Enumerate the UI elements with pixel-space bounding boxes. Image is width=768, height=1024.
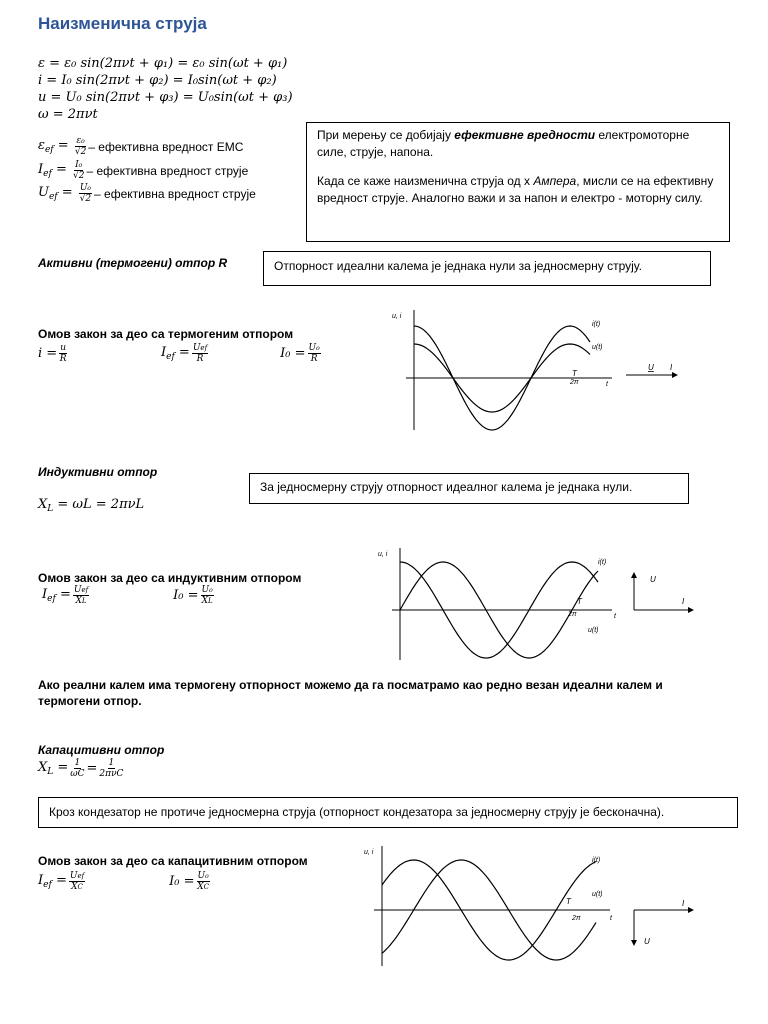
active-resistance-note: Отпорност идеални калема је једнака нули за једносмерну струју. [263, 251, 711, 286]
ohm-resistive-formulas: i = $\frac{u}{R}$ $I_{ef}$ = $\frac{\text{Uef}}{R}$ I₀ = $\frac{\text{U₀}}{R}$ [38, 343, 320, 364]
phasor-i-label: I [670, 363, 673, 372]
axis-label-ui: u, i [378, 551, 388, 558]
page-title: Наизменична струја [38, 14, 207, 33]
capacitive-phasor [626, 898, 696, 950]
phasor-i-label: I [682, 899, 685, 908]
real-coil-paragraph: Ако реални калем има термогену отпорност можемо да га посматрамо као редно везан идеални калем и термогени отпор. [38, 678, 663, 708]
it-label: i(t) [592, 321, 601, 328]
resistive-phasor [622, 360, 682, 384]
ohm-inductive-formulas: $I_{ef}$ = $\frac{\text{Uef}}{XL}$ I₀ = $\frac{\text{U₀}}{XL}$ [42, 585, 213, 606]
two-pi-label: 2π [572, 915, 581, 922]
ohm-law-capacitive: Омов закон за део са капацитивним отпором [38, 854, 308, 868]
capacitive-graph [360, 842, 620, 970]
t-label: t [610, 915, 612, 922]
period-label: T [566, 897, 571, 906]
ohm-law-resistive: Омов закон за део са термогеним отпором [38, 327, 294, 341]
current-equation: i = I₀ sin(2πνt + φ₂) = I₀sin(ωt + φ₂) [38, 73, 277, 88]
axis-label-ui: u, i [392, 313, 402, 320]
phasor-u-label: U [650, 575, 656, 584]
emf-effective-label: – ефективна вредност ЕМС [88, 139, 244, 154]
phasor-u-label: U [648, 363, 654, 372]
ut-label: u(t) [592, 344, 603, 351]
active-resistance-heading: Активни (термогени) отпор R [38, 256, 228, 270]
voltage-effective: $U_{ef}$ = $\frac{\text{U₀}}{√2}$ – ефективна вредност струје [38, 183, 256, 204]
phasor-i-label: I [682, 597, 685, 606]
inductive-phasor [626, 570, 696, 614]
inductive-graph [372, 544, 622, 664]
axis-label-ui: u, i [364, 849, 374, 856]
t-label: t [606, 381, 608, 388]
emf-effective: $\varepsilon_{ef}$ = $\frac{\text{ε₀}}{√2}$ – ефективна вредност ЕМС [38, 136, 244, 157]
voltage-effective-label: – ефективна вредност струје [94, 186, 256, 201]
two-pi-label: 2π [568, 611, 577, 618]
ut-label: u(t) [592, 891, 603, 898]
ohm-law-inductive: Омов закон за део са индуктивним отпором [38, 571, 302, 585]
inductive-resistance-heading: Индуктивни отпор [38, 465, 158, 479]
emf-equation: ε = ε₀ sin(2πνt + φ₁) = ε₀ sin(ωt + φ₁) [38, 56, 288, 71]
resistive-graph [380, 306, 620, 434]
period-label: T [577, 597, 582, 606]
capacitive-note: Кроз кондезатор не протиче једносмерна струја (отпорност кондезатора за једносмерну струју је бесконачна). [38, 797, 738, 828]
period-label: T [572, 369, 577, 378]
effective-values-note [306, 122, 730, 242]
phasor-u-label: U [644, 937, 650, 946]
current-effective-label: – ефективна вредност струје [86, 163, 249, 178]
current-effective: $I_{ef}$ = $\frac{\text{I₀}}{√2}$ – ефективна вредност струје [38, 160, 249, 181]
inductive-reactance-formula: $X_L = \omega L = 2\pi\nu L$ [38, 497, 145, 514]
ut-label: u(t) [588, 627, 599, 634]
note-line-1: При мерењу се добијају ефективне вредности електромоторне силе, струје, напона. [317, 128, 690, 159]
ohm-capacitive-formulas: $I_{ef}$ = $\frac{\text{Uef}}{XC}$ I₀ = $\frac{\text{U₀}}{XC}$ [38, 871, 210, 892]
it-label: i(t) [598, 559, 607, 566]
t-label: t [614, 613, 616, 620]
omega-equation: ω = 2πνt [38, 107, 98, 122]
inductive-note: За једносмерну струју отпорност идеалног калема је једнака нули. [249, 473, 689, 504]
two-pi-label: 2π [570, 379, 579, 386]
note-line-2: Када се каже наизменична струја од x Ампера, мисли се на ефективну вредност струје. Аналогно важи и за напон и електро - моторну силу. [317, 174, 714, 205]
voltage-equation: u = U₀ sin(2πνt + φ₃) = U₀sin(ωt + φ₃) [38, 90, 293, 105]
capacitive-resistance-heading: Капацитивни отпор [38, 743, 165, 757]
capacitive-reactance-formula: $X_L$ = $\frac{1}{\omega C}$ = $\frac{1}{\text{2πνC}}$ [38, 758, 124, 779]
it-label: i(t) [592, 857, 601, 864]
